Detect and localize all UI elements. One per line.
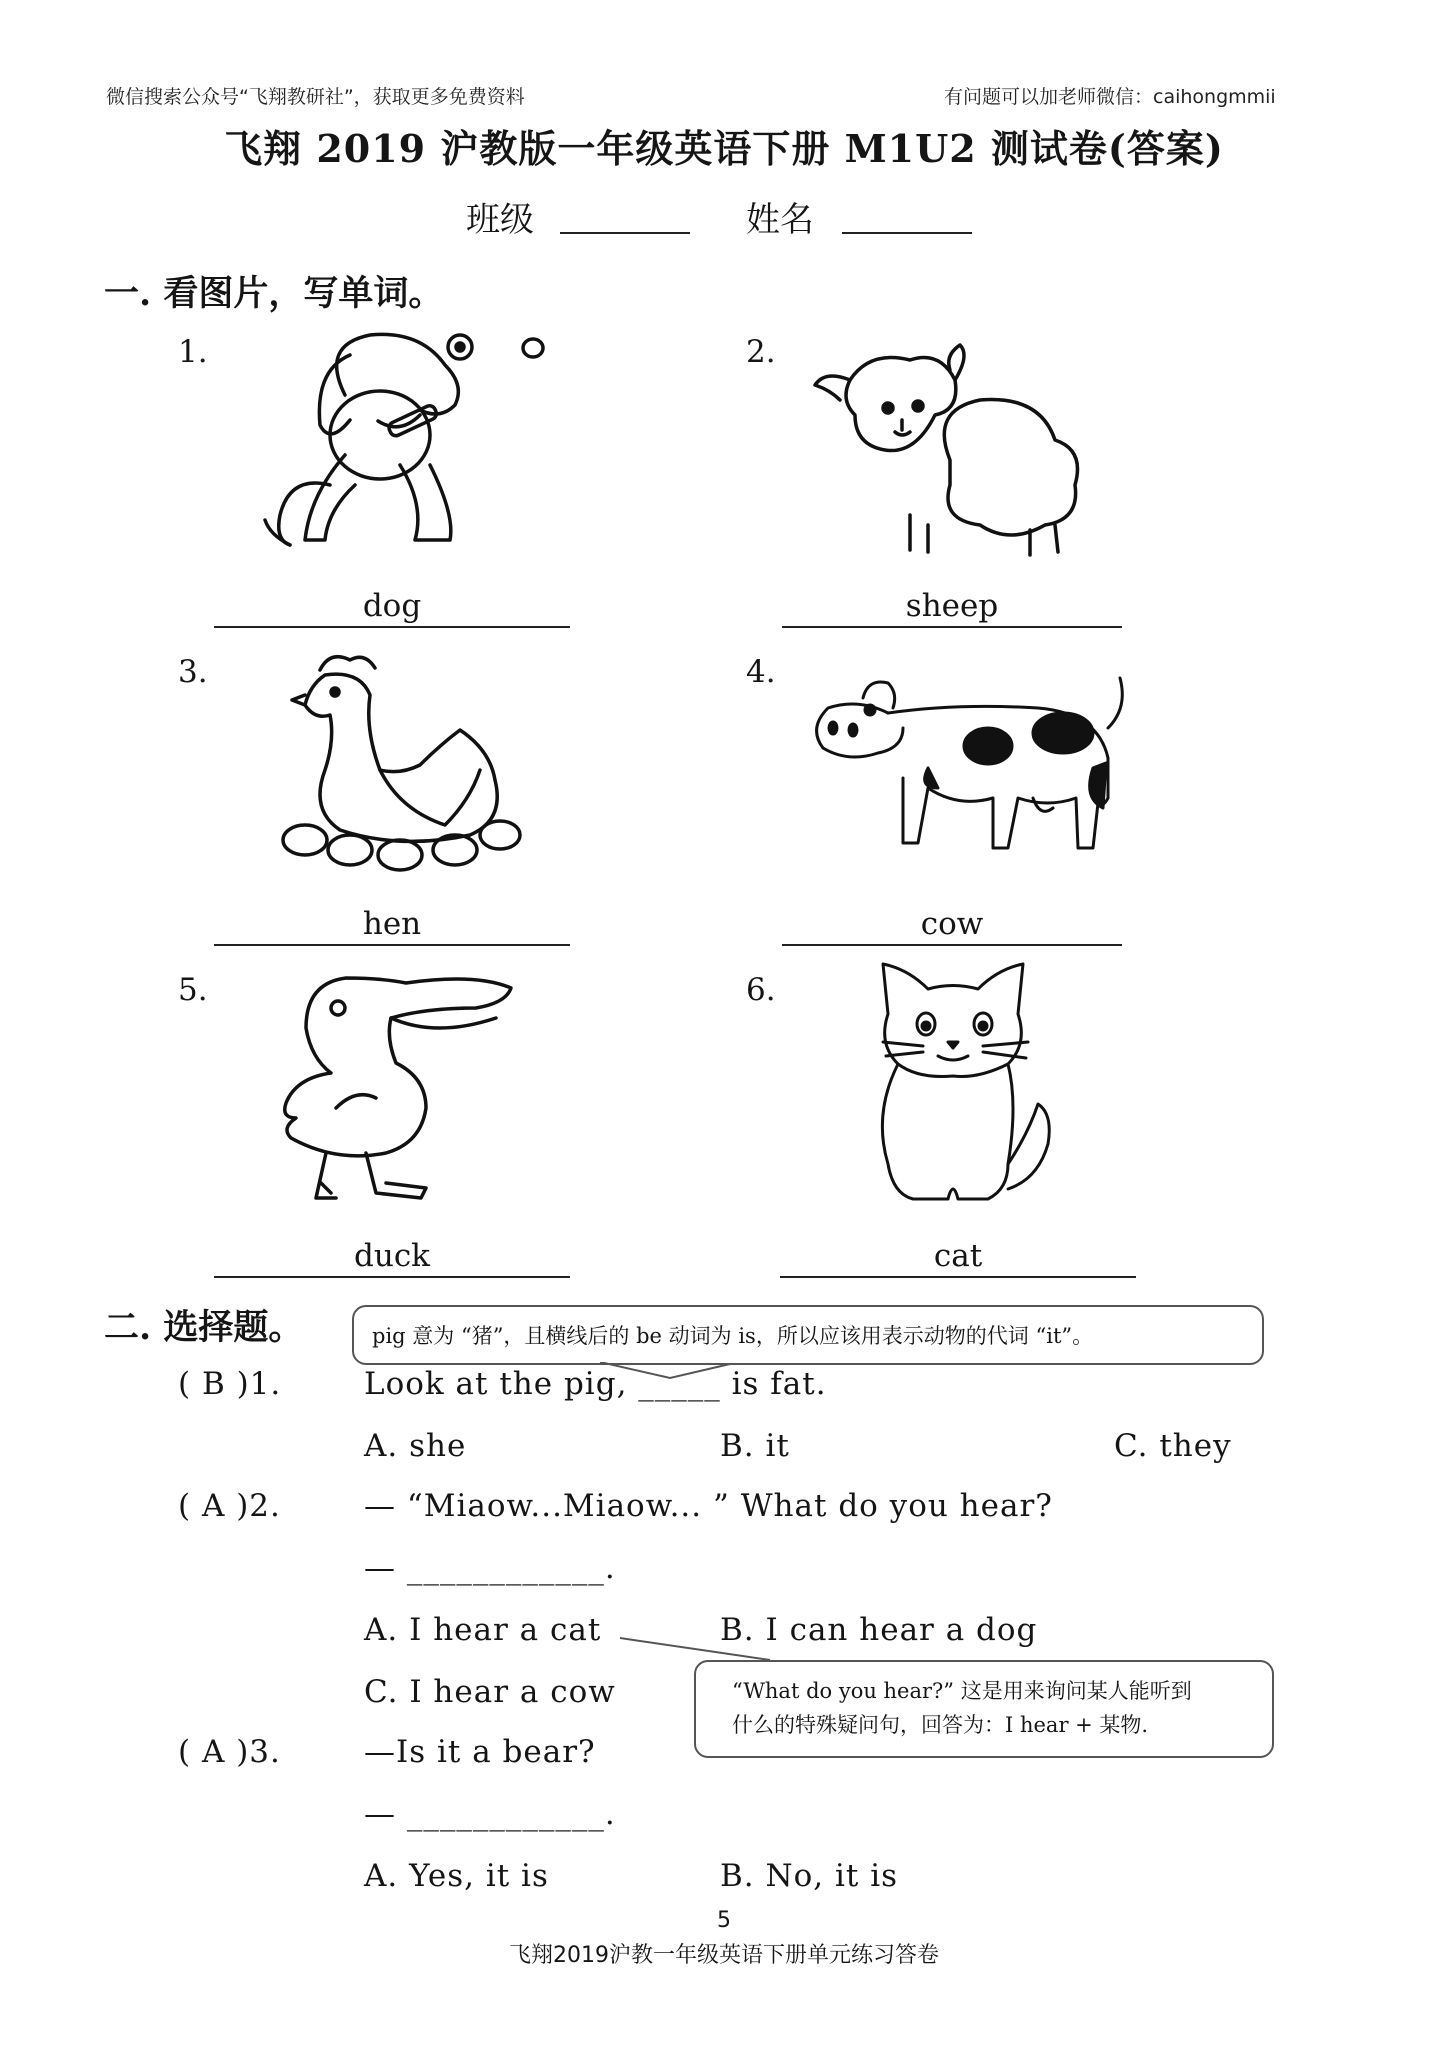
item-number: 4. (746, 654, 776, 690)
explanation-note: pig 意为 “猪”，且横线后的 be 动词为 is，所以应该用表示动物的代词 “it”。 (352, 1305, 1264, 1365)
note-line: 什么的特殊疑问句，回答为：I hear + 某物. (732, 1713, 1149, 1737)
question-text: — “Miaow...Miaow... ” What do you hear? (364, 1488, 1053, 1524)
answer-word: cow (920, 906, 984, 942)
option: A. I hear a cat (364, 1612, 602, 1648)
hen-picture (280, 650, 540, 875)
page-title: 飞翔 2019 沪教版一年级英语下册 M1U2 测试卷(答案) (224, 126, 1224, 171)
section2-heading: 二. 选择题。 (104, 1307, 304, 1348)
answer-line-text: — ____________. (364, 1550, 616, 1586)
class-label: 班级 (466, 200, 534, 240)
dog-picture (250, 325, 540, 555)
answer-word: cat (933, 1238, 983, 1274)
page-number: 5 (717, 1908, 731, 1933)
sheep-picture (810, 340, 1100, 560)
item-number: 5. (178, 972, 208, 1008)
question-paren: ( A )2. (178, 1488, 281, 1524)
header-left: 微信搜索公众号“飞翔教研社”，获取更多免费资料 (106, 86, 525, 108)
option: B. it (720, 1428, 790, 1464)
answer-line (782, 944, 1122, 946)
name-label: 姓名 (746, 200, 814, 240)
option: C. they (1114, 1428, 1232, 1464)
option: B. I can hear a dog (720, 1612, 1038, 1648)
item-number: 1. (178, 334, 208, 370)
name-blank (842, 232, 972, 234)
duck-picture (276, 968, 516, 1204)
item-number: 6. (746, 972, 776, 1008)
answer-word: sheep (905, 588, 999, 624)
section1-heading: 一. 看图片，写单词。 (104, 273, 444, 314)
option: C. I hear a cow (364, 1674, 616, 1710)
question-paren: ( B )1. (178, 1366, 282, 1402)
answer-word: duck (354, 1238, 430, 1274)
cat-picture (868, 964, 1058, 1208)
class-blank (560, 232, 690, 234)
answer-line (214, 626, 570, 628)
item-number: 2. (746, 334, 776, 370)
explanation-note (694, 1660, 1274, 1758)
answer-word: dog (362, 588, 422, 624)
question-text: —Is it a bear? (364, 1734, 596, 1770)
answer-word: hen (362, 906, 422, 942)
answer-line (780, 1276, 1136, 1278)
note-line: “What do you hear?” 这是用来询问某人能听到 (732, 1679, 1192, 1703)
header-right: 有问题可以加老师微信：caihongmmii (944, 86, 1276, 108)
answer-line (214, 1276, 570, 1278)
question-paren: ( A )3. (178, 1734, 281, 1770)
option: A. she (364, 1428, 467, 1464)
answer-line (214, 944, 570, 946)
answer-line-text: — ____________. (364, 1796, 616, 1832)
item-number: 3. (178, 654, 208, 690)
option: A. Yes, it is (364, 1858, 549, 1894)
option: B. No, it is (720, 1858, 899, 1894)
cow-picture (808, 668, 1138, 868)
question-text: Look at the pig, _____ is fat. (364, 1366, 827, 1402)
footer-text: 飞翔2019沪教一年级英语下册单元练习答卷 (509, 1943, 939, 1968)
answer-line (782, 626, 1122, 628)
